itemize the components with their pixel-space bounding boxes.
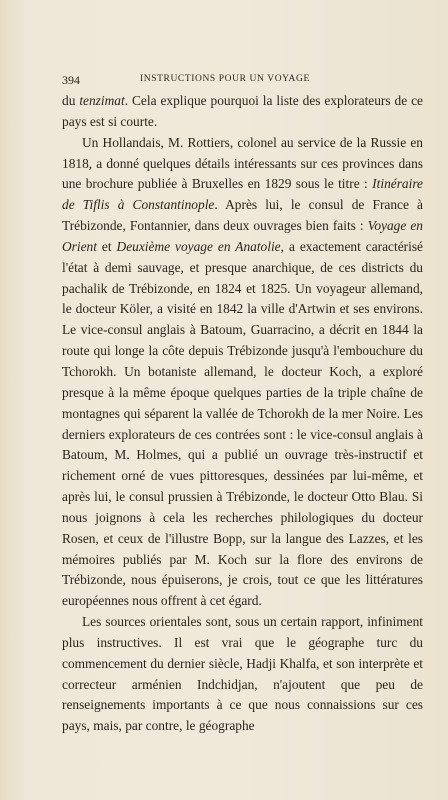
text-run: . Après lui, le consul de France à Trébizonde, Fontannier, dans deux ouvrages bien faits :	[62, 197, 423, 234]
text-run: , a exactement caractérisé l'état à demi sauvage, et presque anarchique, de ces districts du pachalik de Trébizonde, en 1824 et 1825. Un voyageur allemand, le docteur Köler, a visité en 1842 la ville d'Artwin et ses environs. Le vice-consul anglais à Batoum, Guarracino, a décrit en 1844 la route qui longe la côte depuis Trébizonde jusqu'à l'embouchure du Tchorokh. Un botaniste allemand, le docteur Koch, a exploré presque à la même époque quelques parties de la triple chaîne de montagnes qui séparent la vallée de Tchorokh de la mer Noire. Les derniers explorateurs de ces contrées sont : le vice-consul anglais à Batoum, M. Holmes, qui a publié un ouvrage très-instructif et richement orné de vues pittoresques, dessinées par lui-même, et après lui, le consul prussien à Trébizonde, le docteur Otto Blau. Si nous joignons à cela les recherches philologiques du docteur Rosen, et ceux de l'illustre Bopp, sur la langue des Lazzes, et les mémoires publiés par M. Koch sur la flore des environs de Trébizonde, nous épuiserons, je crois, tout ce que les littératures européennes nous offrent à cet égard.	[62, 238, 423, 609]
italic-title: Itinéraire de Tiflis à Constantinople	[62, 176, 423, 213]
page-header	[62, 73, 420, 89]
text-run: du	[62, 93, 80, 108]
text-run: Un Hollandais, M. Rottiers, colonel au service de la Russie en 1818, a donné quelques détails intéressants sur ces provinces dans une brochure publiée à Bruxelles en 1829 sous le titre :	[62, 134, 423, 192]
text-run: et	[96, 238, 117, 254]
paragraph	[62, 133, 423, 612]
italic-title: Voyage en Orient	[62, 218, 423, 254]
italic-title: Deuxième voyage en Anatolie	[116, 238, 281, 254]
running-title: INSTRUCTIONS POUR UN VOYAGE	[140, 74, 310, 84]
page-number: 394	[62, 73, 80, 87]
italic-title: tenzimat	[79, 93, 125, 108]
paragraph	[62, 612, 423, 737]
text-run: Les sources orientales sont, sous un certain rapport, infiniment plus instructives. Il est vrai que le géographe turc du commencement du dernier siècle, Hadji Khalfa, et son interprète et correcteur arménien Indchidjan, n'ajoutent que peu de renseignements importants à ce que nous connaissions sur ces pays, mais, par contre, le géographe	[62, 614, 423, 734]
text-run: . Cela explique pourquoi la liste des explorateurs de ce pays est si courte.	[62, 93, 423, 129]
paragraph	[62, 91, 423, 133]
body-text	[62, 91, 423, 737]
